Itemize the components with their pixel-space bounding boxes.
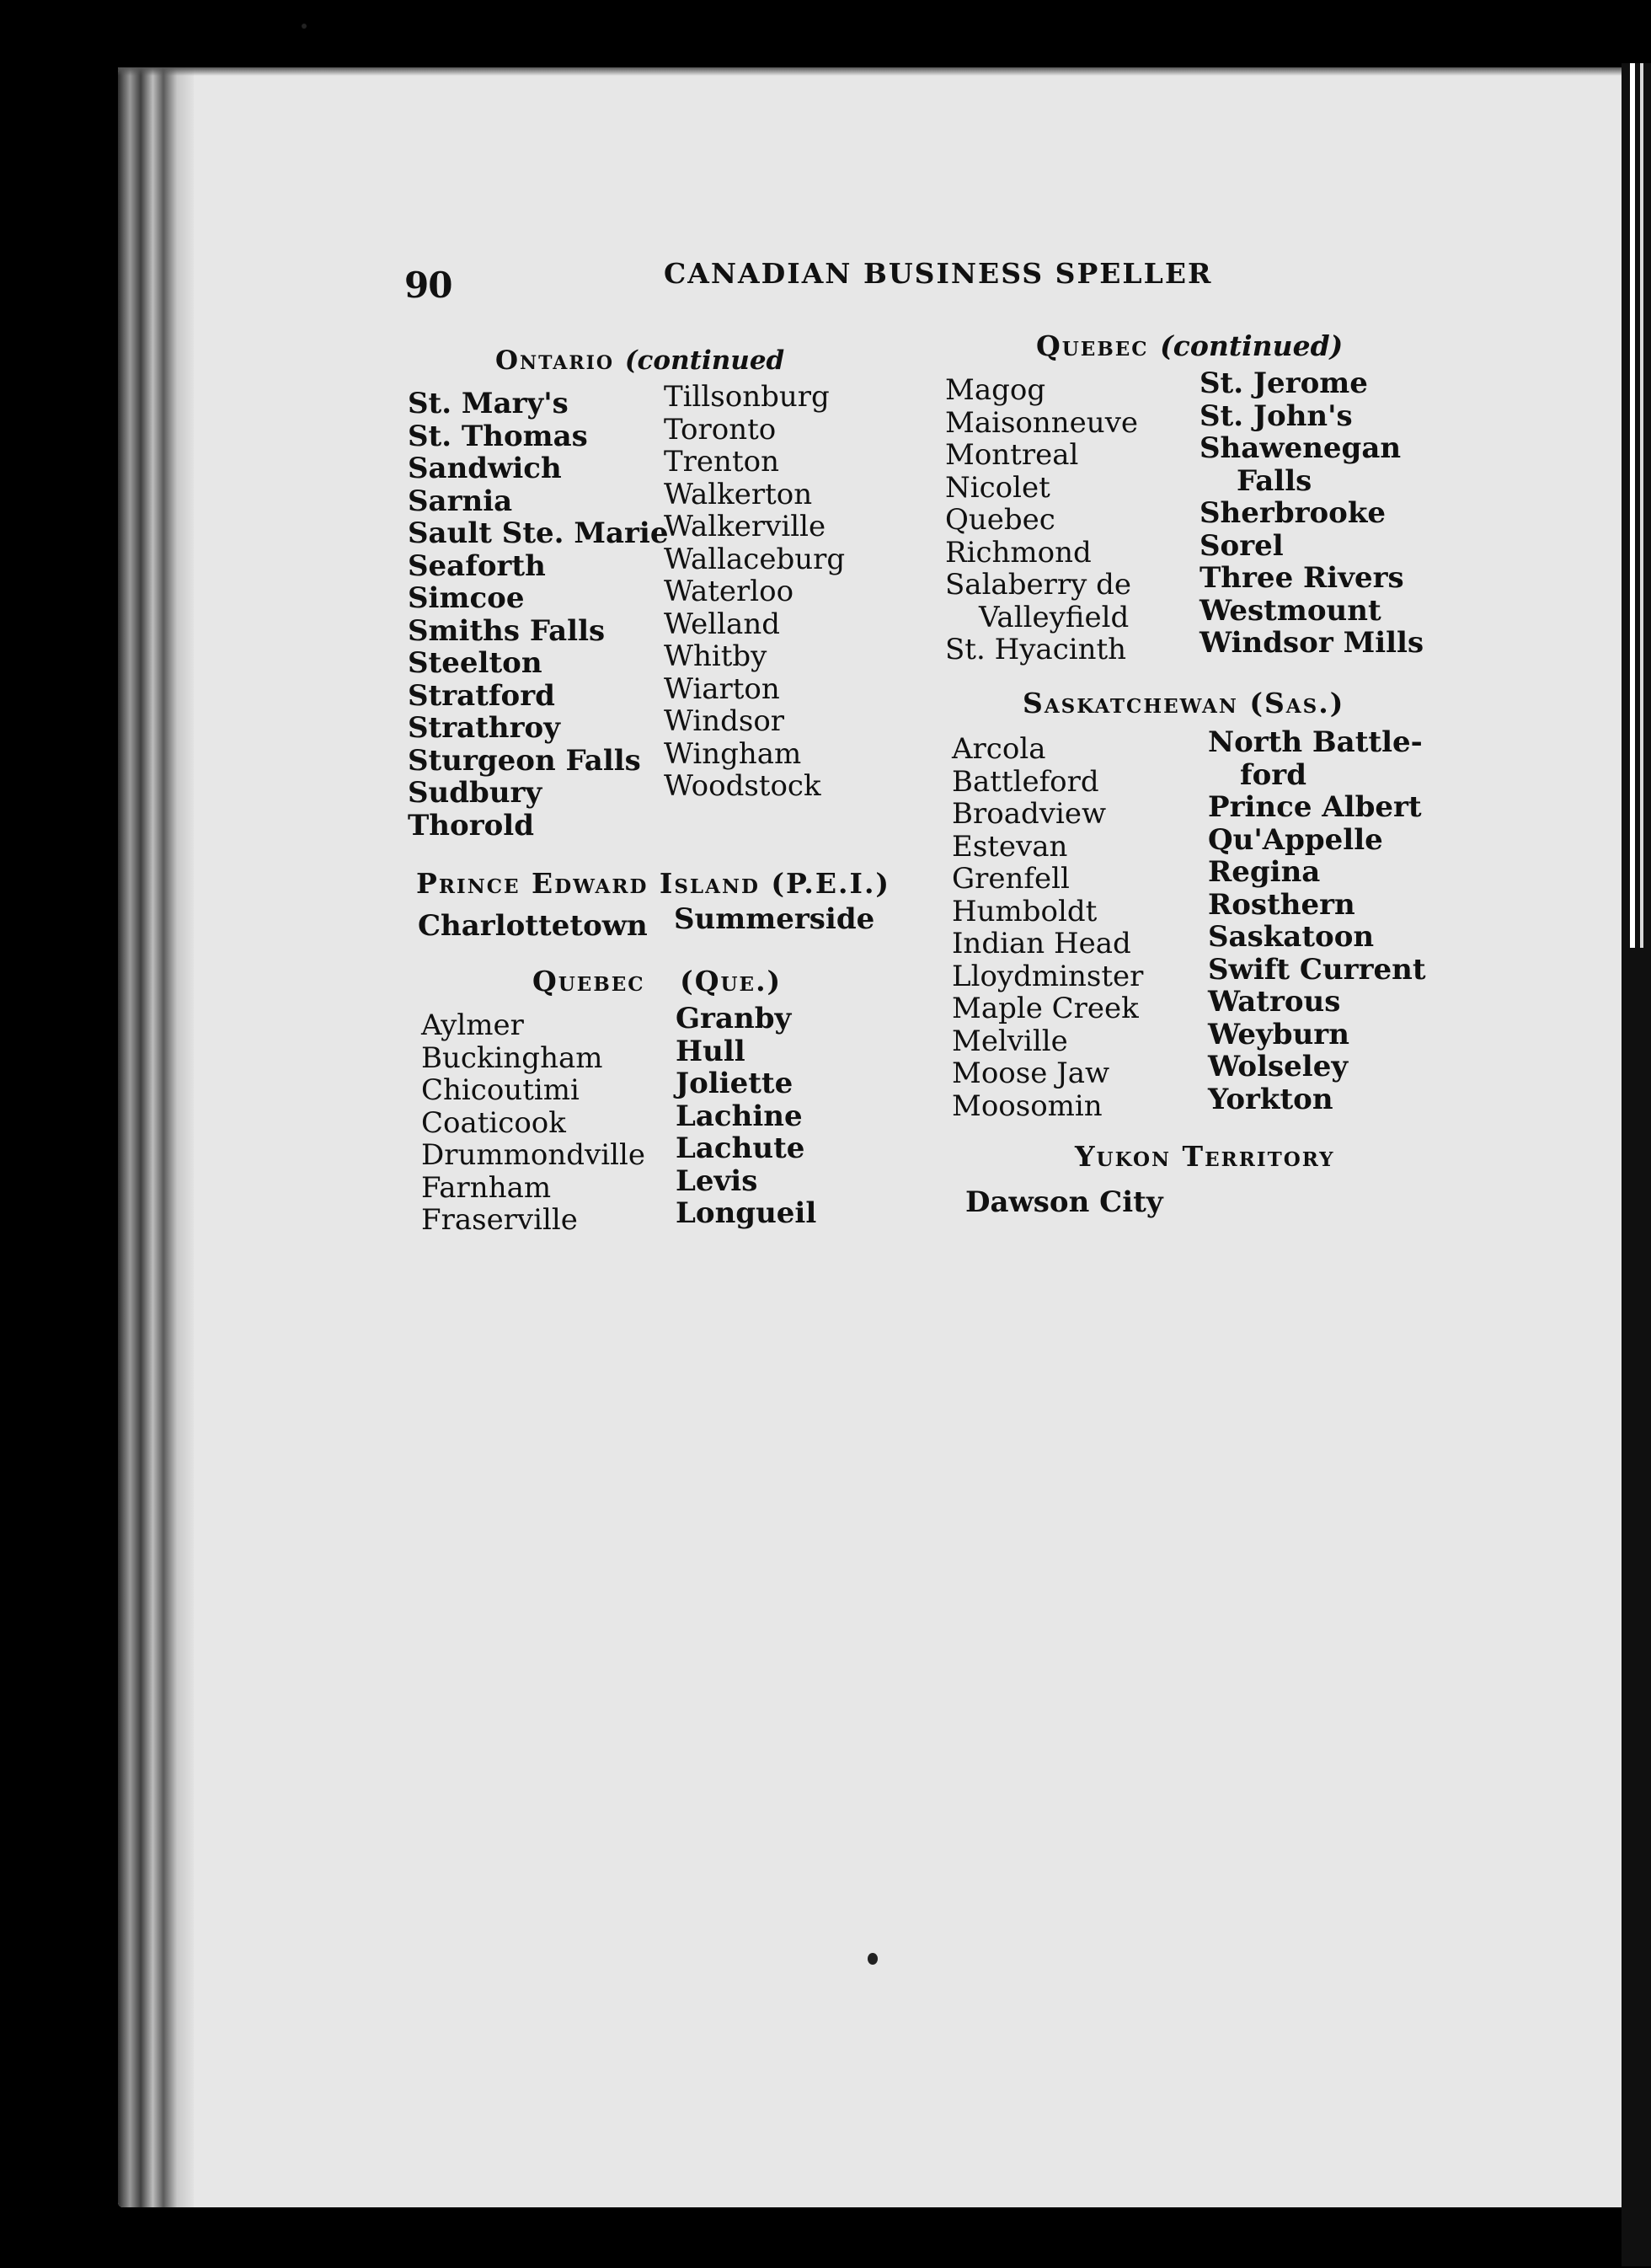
list-item: Estevan xyxy=(952,829,1068,864)
speck xyxy=(302,24,307,29)
list-item: Sarnia xyxy=(408,484,513,518)
list-item: Weyburn xyxy=(1208,1017,1349,1051)
list-item: Steelton xyxy=(408,646,542,680)
list-item: Saskatoon xyxy=(1208,920,1375,954)
list-item: Arcola xyxy=(952,732,1046,766)
saskatchewan-heading: Saskatchewan (Sas.) xyxy=(1023,687,1345,719)
list-item: Quebec xyxy=(945,503,1055,537)
list-item: Qu'Appelle xyxy=(1208,822,1383,857)
quebec-cont-title: Quebec xyxy=(1036,329,1149,362)
list-item: Rosthern xyxy=(1208,887,1355,922)
list-item: Stratford xyxy=(408,678,555,713)
list-item: Regina xyxy=(1208,855,1321,889)
list-item: Coaticook xyxy=(421,1105,566,1140)
list-item: Joliette xyxy=(676,1067,793,1100)
page-top-shadow xyxy=(118,67,1630,76)
list-item: Lachute xyxy=(676,1131,805,1165)
quebec-heading xyxy=(532,965,783,998)
list-item: Montreal xyxy=(945,438,1079,472)
list-item: Lachine xyxy=(676,1099,803,1133)
quebec-cont-heading xyxy=(1036,329,1344,362)
list-item: Trenton xyxy=(664,445,779,479)
list-item: Drummondville xyxy=(421,1138,645,1172)
list-item: Sudbury xyxy=(408,776,542,810)
list-item: Fraserville xyxy=(421,1203,578,1237)
list-item: Windsor xyxy=(664,704,785,738)
ontario-heading xyxy=(495,345,785,376)
list-item: Whitby xyxy=(664,639,767,673)
list-item: Three Rivers xyxy=(1200,561,1404,595)
list-item: Sault Ste. Marie xyxy=(408,516,669,550)
continuation-text: Falls xyxy=(1237,463,1312,498)
list-item: Granby xyxy=(676,1002,792,1035)
list-item: Indian Head xyxy=(952,927,1131,960)
quebec-abbr: (Que.) xyxy=(680,965,783,998)
list-item: St. Jerome xyxy=(1200,366,1368,400)
yukon-list-col1 xyxy=(965,1186,1163,1219)
continuation-text: ford xyxy=(1240,757,1306,792)
quebec-cont-continued: (continued) xyxy=(1160,329,1344,362)
list-item: Simcoe xyxy=(408,581,525,615)
list-item: Wallaceburg xyxy=(664,542,846,576)
list-item: Dawson City xyxy=(965,1185,1163,1219)
yukon-heading: Yukon Territory xyxy=(1075,1140,1335,1173)
saskatchewan-list-col1 xyxy=(952,733,1143,1122)
list-item: Swift Current xyxy=(1208,952,1426,987)
list-item: Maple Creek xyxy=(952,992,1139,1025)
list-item: Farnham xyxy=(421,1170,552,1205)
list-item: Yorkton xyxy=(1208,1082,1333,1116)
ontario-list-col1 xyxy=(408,388,668,842)
page-edges xyxy=(118,67,194,2207)
list-item: Waterloo xyxy=(664,575,794,608)
quebec-title: Quebec xyxy=(532,965,645,998)
list-item: Levis xyxy=(676,1163,758,1198)
list-item: Sherbrooke xyxy=(1200,496,1387,530)
list-item: Windsor Mills xyxy=(1200,626,1424,660)
quebec-cont-list-col1 xyxy=(945,374,1138,666)
list-item: Chicoutimi xyxy=(421,1073,580,1107)
list-item: Watrous xyxy=(1208,985,1341,1019)
list-item: Smiths Falls xyxy=(408,613,606,648)
list-item: Sorel xyxy=(1200,528,1284,563)
list-item: Shawenegan xyxy=(1200,431,1402,465)
ontario-continued: (continued xyxy=(624,345,785,376)
list-item: Moosomin xyxy=(952,1089,1103,1123)
list-item: Aylmer xyxy=(421,1008,524,1042)
list-item: Nicolet xyxy=(945,470,1050,505)
list-item: Sturgeon Falls xyxy=(408,743,641,778)
quebec-cont-list-col2 xyxy=(1200,367,1424,660)
list-item: Grenfell xyxy=(952,862,1070,896)
list-item: Lloydminster xyxy=(952,959,1144,993)
list-item: Walkerville xyxy=(664,510,826,543)
list-item: Charlottetown xyxy=(418,909,648,943)
list-item: Strathroy xyxy=(408,711,560,745)
list-item: Humboldt xyxy=(952,894,1098,928)
list-item xyxy=(945,602,1138,634)
list-item: Woodstock xyxy=(664,769,821,803)
list-item: Salaberry de xyxy=(945,568,1131,602)
list-item: Hull xyxy=(676,1034,745,1068)
quebec-list-col2 xyxy=(676,1003,816,1230)
pei-list-col1 xyxy=(418,910,648,943)
list-item: Seaforth xyxy=(408,548,546,583)
saskatchewan-list-col2 xyxy=(1208,726,1426,1115)
list-item: St. Hyacinth xyxy=(945,633,1127,666)
list-item: Wolseley xyxy=(1208,1050,1349,1083)
ontario-list-col2 xyxy=(664,381,845,803)
page-number: 90 xyxy=(404,265,452,306)
running-head: CANADIAN BUSINESS SPELLER xyxy=(664,257,1213,290)
list-item: Buckingham xyxy=(421,1040,603,1075)
list-item: Toronto xyxy=(664,412,777,447)
list-item: Melville xyxy=(952,1024,1068,1058)
list-item: Westmount xyxy=(1200,593,1381,628)
ontario-title: Ontario xyxy=(495,345,615,376)
list-item: Wiarton xyxy=(664,671,780,706)
pei-heading: Prince Edward Island (P.E.I.) xyxy=(416,867,891,900)
list-item: Wingham xyxy=(664,736,802,771)
pei-list-col2 xyxy=(674,903,874,936)
list-item: St. John's xyxy=(1200,399,1353,433)
facing-page-edge xyxy=(1622,63,1651,2266)
list-item: Thorold xyxy=(408,808,534,842)
list-item: Summerside xyxy=(674,902,875,936)
list-item xyxy=(1208,759,1426,792)
list-item: Battleford xyxy=(952,764,1099,799)
speck xyxy=(868,1953,878,1965)
list-item: Broadview xyxy=(952,797,1107,831)
quebec-list-col1 xyxy=(421,1009,645,1237)
continuation-text: Valleyfield xyxy=(979,600,1130,634)
list-item: Moose Jaw xyxy=(952,1056,1110,1090)
list-item: Sandwich xyxy=(408,452,562,485)
list-item: Maisonneuve xyxy=(945,405,1139,440)
list-item: Longueil xyxy=(676,1196,817,1230)
list-item: Magog xyxy=(945,373,1046,407)
list-item: Richmond xyxy=(945,535,1092,570)
list-item: St. Mary's xyxy=(408,387,569,420)
list-item xyxy=(1200,465,1424,498)
list-item: Walkerton xyxy=(664,477,813,511)
list-item: Prince Albert xyxy=(1208,790,1422,824)
list-item: Tillsonburg xyxy=(664,380,830,414)
list-item: Welland xyxy=(664,607,780,641)
list-item: North Battle- xyxy=(1208,725,1423,759)
list-item: St. Thomas xyxy=(408,419,588,453)
